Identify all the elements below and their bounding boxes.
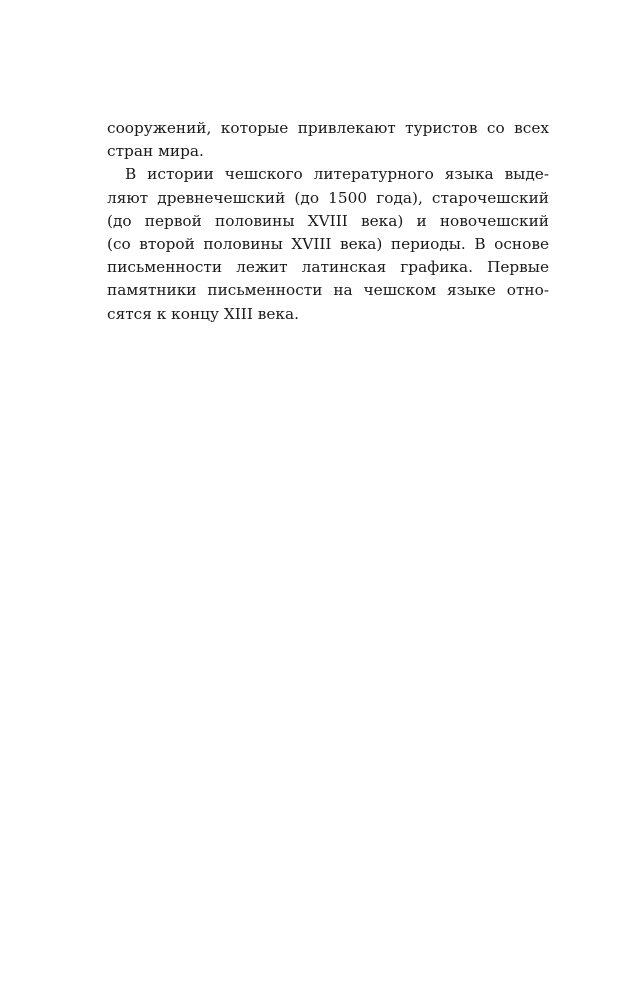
- text-line: письменности лежит латинская графика. Первые: [107, 258, 549, 277]
- text-line: (со второй половины XVIII века) периоды. В основе: [107, 234, 549, 253]
- paragraph-2: [107, 163, 549, 325]
- body-text: [107, 117, 549, 326]
- paragraph-1: [107, 117, 549, 163]
- text-line: (до первой половины XVIII века) и новочешский: [107, 211, 549, 230]
- text-line: сятся к концу XIII века.: [107, 304, 299, 323]
- text-line: сооружений, которые привлекают туристов со всех: [107, 119, 549, 137]
- text-line: стран мира.: [107, 142, 204, 161]
- text-line: памятники письменности на чешском языке отно-: [107, 281, 549, 300]
- text-line: В истории чешского литературного языка выде-: [125, 165, 549, 184]
- text-line: ляют древнечешский (до 1500 года), старочешский: [107, 188, 549, 207]
